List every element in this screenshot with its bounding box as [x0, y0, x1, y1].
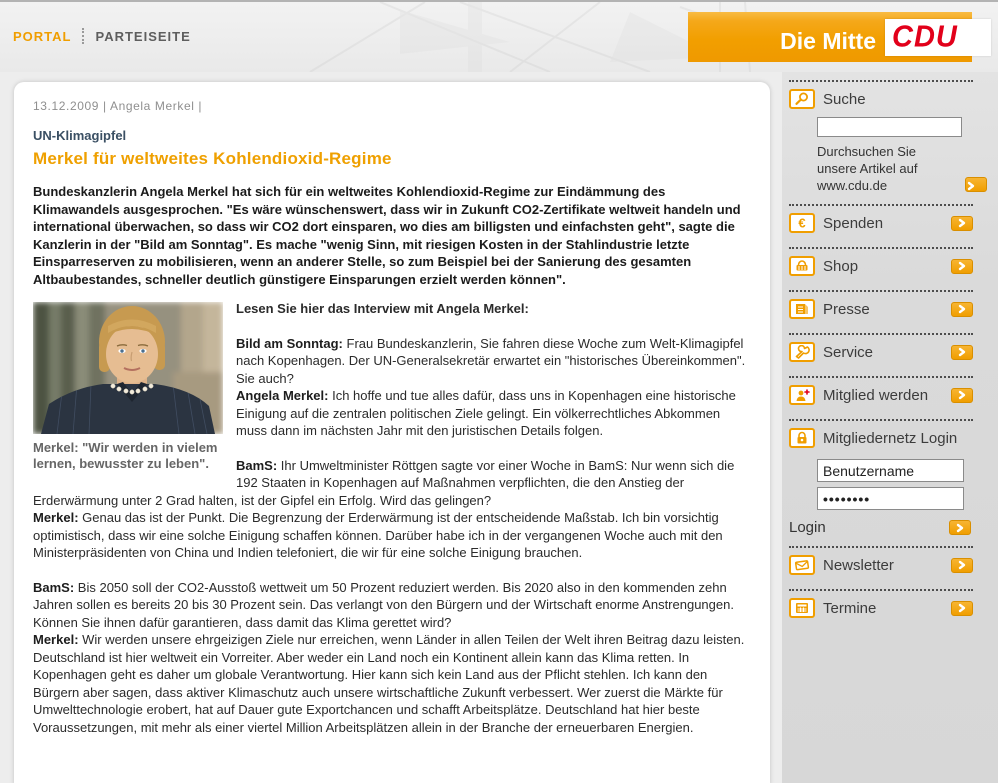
interview-paragraph: BamS: Ihr Umweltminister Röttgen sagte vor einer Woche in BamS: Nur wenn sich die 192 Staaten in Kopenhagen auf Maßnahmen verpflichten, die den Anstieg der Erderwärmung unter 2 Grad halten, ist der Gipfel ein Erfolg. Wird das gelingen?	[33, 457, 735, 508]
sidebar-item-suche[interactable]	[789, 82, 973, 115]
sidebar-item-newsletter[interactable]	[789, 548, 973, 581]
search-submit-button[interactable]	[965, 177, 987, 192]
calendar-icon	[789, 598, 815, 618]
arrow-button[interactable]	[951, 259, 973, 274]
sidebar-item-mitglied-werden[interactable]	[789, 378, 973, 411]
arrow-button[interactable]	[951, 388, 973, 403]
add-member-icon	[789, 385, 815, 405]
cdu-logo	[885, 19, 991, 56]
euro-icon	[789, 213, 815, 233]
nav-divider	[82, 28, 84, 44]
sidebar-item-label: Suche	[823, 90, 866, 108]
article-figure	[33, 302, 223, 471]
search-hint-line: Durchsuchen Sie	[817, 144, 916, 159]
interview-paragraph: Angela Merkel: Ich hoffe und tue alles dafür, dass uns in Kopenhagen eine historische Einigung auf die zentralen politischen Ziele gelingt. Ein völkerrechtliches Abkommen muss dann im nächsten Jahr mit den juristischen Details folgen.	[236, 388, 736, 438]
nav-link-portal[interactable]: PORTAL	[13, 28, 72, 44]
sidebar-item-label: Spenden	[823, 214, 884, 232]
nav-link-parteiseite[interactable]: PARTEISEITE	[95, 28, 191, 44]
interview-paragraph: BamS: Bis 2050 soll der CO2-Ausstoß wettweit um 50 Prozent reduziert werden. Bis 2020 also in den kommenden zehn Jahren sollen es bereits 20 bis 30 Prozent sein. Das verlangt von den Bürgern und der Wirtschaft enorme Anstrengungen. Können Sie ihnen dafür garantieren, dass damit das Klima gerettet wird?	[33, 579, 734, 630]
sidebar-item-presse[interactable]	[789, 292, 973, 325]
login-button-label: Login	[789, 519, 826, 536]
sidebar-item-mitgliedernetz-login[interactable]	[789, 421, 973, 454]
brand-tagline: Die Mitte	[780, 28, 876, 54]
merkel-photo	[33, 302, 223, 434]
wrench-icon	[789, 342, 815, 362]
article-meta: 13.12.2009 | Angela Merkel |	[33, 99, 203, 113]
password-field[interactable]	[817, 487, 964, 510]
search-hint-line: www.cdu.de	[817, 178, 888, 193]
arrow-button[interactable]	[951, 216, 973, 231]
arrow-button[interactable]	[951, 345, 973, 360]
login-row	[789, 515, 973, 538]
photo-caption: Merkel: "Wir werden in vielem lernen, bewusster zu leben".	[33, 440, 218, 471]
article-body	[33, 300, 751, 736]
cdu-logo-text: CDU	[892, 20, 958, 54]
lock-icon	[789, 428, 815, 448]
sidebar-item-label: Newsletter	[823, 556, 894, 574]
header	[0, 2, 998, 72]
newsletter-icon	[789, 555, 815, 575]
page-title: Merkel für weltweites Kohlendioxid-Regime	[33, 149, 392, 168]
interview-paragraph: Merkel: Genau das ist der Punkt. Die Begrenzung der Erderwärmung ist der entscheidende Maßstab. Ich bin vorsichtig optimistisch, dass wir eine solche Einigung schaffen können. Darüber habe ich in der vergangenen Woche auch mit den Ministerpräsidenten von China und Indien telefoniert, die wir für eine solche Einigung brauchen.	[33, 510, 723, 560]
sidebar-item-service[interactable]	[789, 335, 973, 368]
search-input[interactable]	[817, 117, 962, 137]
svg-text:€: €	[798, 216, 806, 230]
breadcrumb	[13, 28, 191, 44]
sidebar-item-label: Shop	[823, 257, 859, 275]
search-hint	[817, 143, 969, 196]
sidebar-item-shop[interactable]	[789, 249, 973, 282]
press-icon	[789, 299, 815, 319]
sidebar-item-termine[interactable]	[789, 591, 973, 624]
sidebar	[789, 72, 973, 624]
sidebar-item-label: Mitglied werden	[823, 386, 929, 404]
sidebar-item-label: Mitgliedernetz Login	[823, 429, 958, 447]
search-hint-line: unsere Artikel auf	[817, 161, 918, 176]
article-card	[14, 82, 770, 783]
basket-icon	[789, 256, 815, 276]
sidebar-item-label: Termine	[823, 599, 877, 617]
login-submit-button[interactable]	[949, 520, 971, 535]
interview-intro: Lesen Sie hier das Interview mit Angela Merkel:	[236, 301, 529, 316]
sidebar-item-label: Presse	[823, 300, 870, 318]
search-icon	[789, 89, 815, 109]
article-lead: Bundeskanzlerin Angela Merkel hat sich für ein weltweites Kohlendioxid-Regime zur Eindämmung des Klimawandels ausgesprochen. "Es wäre wünschenswert, dass wir in Zukunft CO2-Zertifikate weltweit handeln und international überwachen, so dass wir CO2 dort einsparen, wo dies am billigsten und einfachsten geht", sagte die Kanzlerin in der "Bild am Sonntag". Es mache "wenig Sinn, mit riesigen Kosten in der Stahlindustrie letzte Einsparreserven zu mobilisieren, wenn an anderer Stelle, so zum Beispiel bei der Sanierung des gesamten Altbaubestandes, schneller deutlich günstigere Einsparungen erzielt werden können".	[33, 184, 741, 287]
sidebar-item-label: Service	[823, 343, 874, 361]
arrow-button[interactable]	[951, 601, 973, 616]
interview-paragraph: Bild am Sonntag: Frau Bundeskanzlerin, Sie fahren diese Woche zum Welt-Klimagipfel nach Kopenhagen. Der UN-Generalsekretär erwartet ein "historisches Übereinkommen". Sie auch?	[236, 335, 746, 386]
article-kicker: UN-Klimagipfel	[33, 128, 127, 143]
sidebar-item-spenden[interactable]	[789, 206, 973, 239]
username-field[interactable]	[817, 459, 964, 482]
interview-paragraph: Merkel: Wir werden unsere ehrgeizigen Ziele nur erreichen, wenn Länder in allen Teilen der Welt ihren Beitrag dazu leisten. Deutschland ist hier weltweit ein Vorreiter. Aber weder ein Land noch ein Kontinent allein kann das Klima retten. In Kopenhagen geht es daher um globale Verantwortung. Hier kann sich kein Land aus der Pflicht stehlen. Ich kann den Bürgern aber sagen, dass aktiver Klimaschutz auch unsere wirtschaftliche Zukunft verbessert. Wer zuerst die Märkte für Umwelttechnologie erobert, hat auf Dauer gute Exportchancen und schafft Arbeitsplätze. Deutschland hat hier beste Voraussetzungen, mit mehr als einer viertel Million Arbeitsplätzen allein in der Branche der erneuerbaren Energien.	[33, 632, 745, 735]
arrow-button[interactable]	[951, 302, 973, 317]
arrow-button[interactable]	[951, 558, 973, 573]
